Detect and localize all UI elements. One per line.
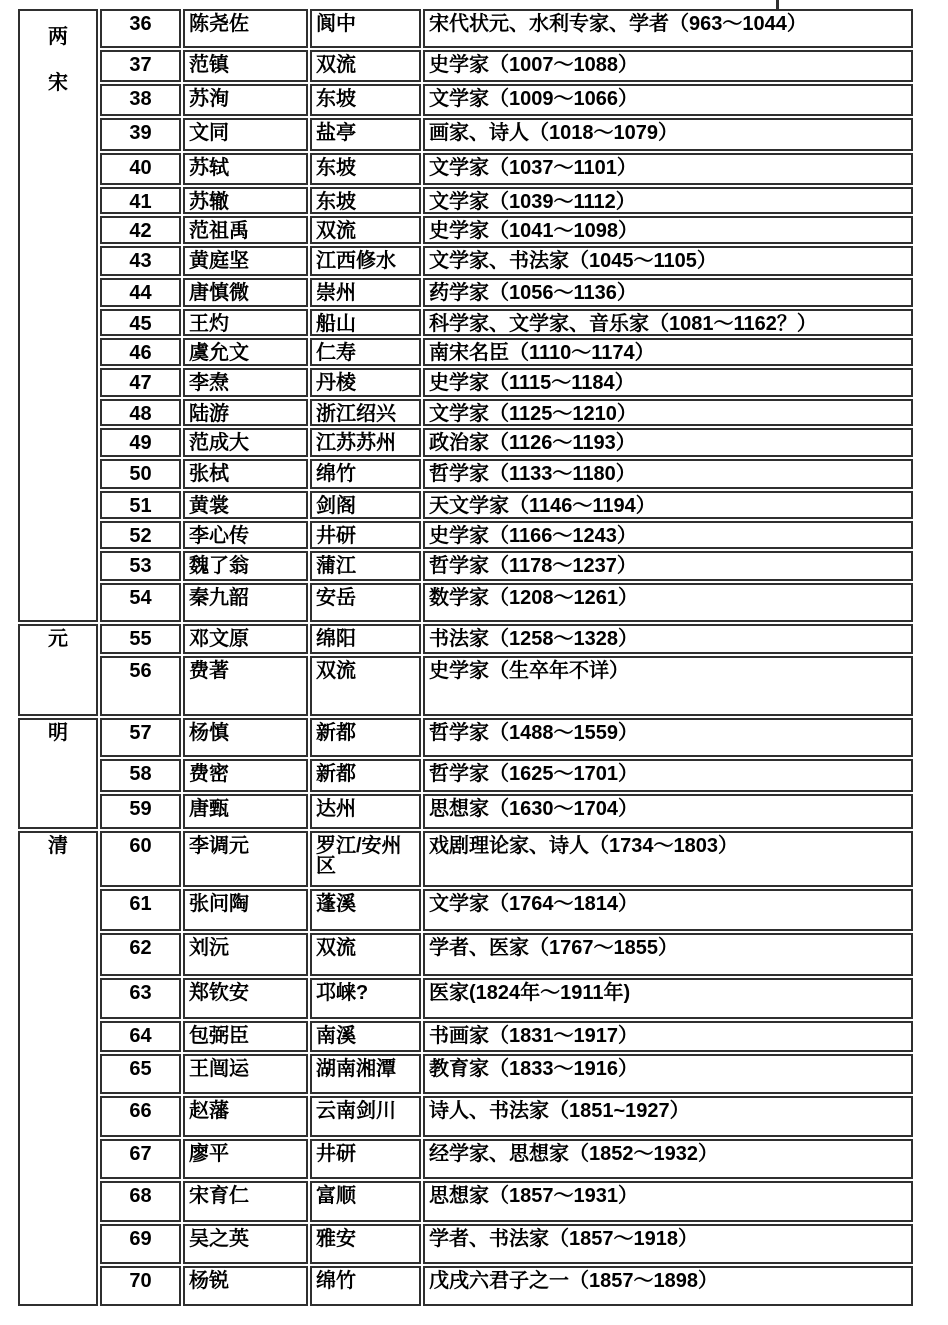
description-cell: 文学家（1037～1101） xyxy=(423,153,913,185)
table-row xyxy=(18,583,913,622)
person-name-cell: 李心传 xyxy=(183,521,308,549)
description-cell: 哲学家（1488～1559） xyxy=(423,718,913,757)
person-name-cell: 范镇 xyxy=(183,50,308,82)
row-number-cell: 61 xyxy=(100,889,181,931)
place-cell: 蒲江 xyxy=(310,551,421,581)
place-cell: 东坡 xyxy=(310,187,421,214)
place-cell: 丹棱 xyxy=(310,368,421,397)
description-cell: 书画家（1831～1917） xyxy=(423,1021,913,1052)
place-cell: 船山 xyxy=(310,309,421,336)
dynasty-label: 元 xyxy=(48,628,68,650)
description-cell: 文学家（1764～1814） xyxy=(423,889,913,931)
place-cell: 双流 xyxy=(310,50,421,82)
table-row xyxy=(18,831,913,887)
row-number-cell: 53 xyxy=(100,551,181,581)
row-number-cell: 47 xyxy=(100,368,181,397)
row-number-cell: 67 xyxy=(100,1139,181,1179)
row-number-cell: 41 xyxy=(100,187,181,214)
description-cell: 戊戌六君子之一（1857～1898） xyxy=(423,1266,913,1306)
table-row xyxy=(18,1224,913,1264)
person-name-cell: 唐甄 xyxy=(183,794,308,829)
description-cell: 诗人、书法家（1851~1927） xyxy=(423,1096,913,1137)
row-number-cell: 60 xyxy=(100,831,181,887)
person-name-cell: 张问陶 xyxy=(183,889,308,931)
person-name-cell: 苏辙 xyxy=(183,187,308,214)
place-cell: 达州 xyxy=(310,794,421,829)
description-cell: 文学家（1039～1112） xyxy=(423,187,913,214)
description-cell: 戏剧理论家、诗人（1734～1803） xyxy=(423,831,913,887)
table-row xyxy=(18,278,913,307)
place-cell: 罗江/安州区 xyxy=(310,831,421,887)
description-cell: 史学家（1115～1184） xyxy=(423,368,913,397)
place-cell: 新都 xyxy=(310,718,421,757)
description-cell: 哲学家（1625～1701） xyxy=(423,759,913,792)
row-number-cell: 43 xyxy=(100,246,181,276)
place-cell: 富顺 xyxy=(310,1181,421,1222)
table-row xyxy=(18,246,913,276)
table-row xyxy=(18,1181,913,1222)
description-cell: 学者、书法家（1857～1918） xyxy=(423,1224,913,1264)
person-name-cell: 王闿运 xyxy=(183,1054,308,1094)
person-name-cell: 唐慎微 xyxy=(183,278,308,307)
person-name-cell: 黄庭坚 xyxy=(183,246,308,276)
row-number-cell: 52 xyxy=(100,521,181,549)
table-row xyxy=(18,1021,913,1052)
description-cell: 数学家（1208～1261） xyxy=(423,583,913,622)
table-row xyxy=(18,889,913,931)
person-name-cell: 宋育仁 xyxy=(183,1181,308,1222)
person-name-cell: 张栻 xyxy=(183,459,308,489)
person-name-cell: 邓文原 xyxy=(183,624,308,654)
person-name-cell: 文同 xyxy=(183,118,308,151)
person-name-cell: 王灼 xyxy=(183,309,308,336)
description-cell: 思想家（1857～1931） xyxy=(423,1181,913,1222)
description-cell: 医家(1824年～1911年) xyxy=(423,978,913,1019)
table-row xyxy=(18,1266,913,1306)
row-number-cell: 49 xyxy=(100,428,181,457)
description-cell: 天文学家（1146～1194） xyxy=(423,491,913,519)
place-cell: 剑阁 xyxy=(310,491,421,519)
description-cell: 文学家（1125～1210） xyxy=(423,399,913,426)
place-cell: 湖南湘潭 xyxy=(310,1054,421,1094)
person-name-cell: 费密 xyxy=(183,759,308,792)
place-cell: 绵竹 xyxy=(310,1266,421,1306)
table-row xyxy=(18,1096,913,1137)
row-number-cell: 48 xyxy=(100,399,181,426)
place-cell: 盐亭 xyxy=(310,118,421,151)
table-row xyxy=(18,118,913,151)
dynasty-label: 宋 xyxy=(48,72,68,94)
row-number-cell: 40 xyxy=(100,153,181,185)
row-number-cell: 62 xyxy=(100,933,181,976)
place-cell: 云南剑川 xyxy=(310,1096,421,1137)
place-cell: 井研 xyxy=(310,521,421,549)
row-number-cell: 37 xyxy=(100,50,181,82)
description-cell: 药学家（1056～1136） xyxy=(423,278,913,307)
place-cell: 江苏苏州 xyxy=(310,428,421,457)
row-number-cell: 44 xyxy=(100,278,181,307)
description-cell: 学者、医家（1767～1855） xyxy=(423,933,913,976)
person-name-cell: 杨锐 xyxy=(183,1266,308,1306)
table-row xyxy=(18,759,913,792)
row-number-cell: 65 xyxy=(100,1054,181,1094)
description-cell: 书法家（1258～1328） xyxy=(423,624,913,654)
table-row xyxy=(18,187,913,214)
row-number-cell: 68 xyxy=(100,1181,181,1222)
person-name-cell: 魏了翁 xyxy=(183,551,308,581)
row-number-cell: 45 xyxy=(100,309,181,336)
place-cell: 浙江绍兴 xyxy=(310,399,421,426)
row-number-cell: 56 xyxy=(100,656,181,716)
row-number-cell: 59 xyxy=(100,794,181,829)
table-row xyxy=(18,50,913,82)
row-number-cell: 66 xyxy=(100,1096,181,1137)
description-cell: 南宋名臣（1110～1174） xyxy=(423,338,913,366)
row-number-cell: 63 xyxy=(100,978,181,1019)
person-name-cell: 李调元 xyxy=(183,831,308,887)
row-number-cell: 46 xyxy=(100,338,181,366)
description-cell: 史学家（1041～1098） xyxy=(423,216,913,244)
place-cell: 阆中 xyxy=(310,9,421,48)
table-row xyxy=(18,1054,913,1094)
table-row xyxy=(18,368,913,397)
table-row xyxy=(18,933,913,976)
place-cell: 绵阳 xyxy=(310,624,421,654)
dynasty-cell xyxy=(18,9,98,622)
row-number-cell: 64 xyxy=(100,1021,181,1052)
dynasty-cell xyxy=(18,624,98,716)
person-name-cell: 范成大 xyxy=(183,428,308,457)
person-name-cell: 吴之英 xyxy=(183,1224,308,1264)
table-row xyxy=(18,399,913,426)
description-cell: 教育家（1833～1916） xyxy=(423,1054,913,1094)
place-cell: 江西修水 xyxy=(310,246,421,276)
row-number-cell: 58 xyxy=(100,759,181,792)
description-cell: 画家、诗人（1018～1079） xyxy=(423,118,913,151)
person-name-cell: 苏洵 xyxy=(183,84,308,116)
person-name-cell: 廖平 xyxy=(183,1139,308,1179)
description-cell: 哲学家（1133～1180） xyxy=(423,459,913,489)
description-cell: 史学家（1166～1243） xyxy=(423,521,913,549)
table-row xyxy=(18,491,913,519)
place-cell: 邛崃? xyxy=(310,978,421,1019)
table-row xyxy=(18,309,913,336)
historical-figures-table xyxy=(16,7,915,1308)
table-row xyxy=(18,718,913,757)
place-cell: 崇州 xyxy=(310,278,421,307)
person-name-cell: 范祖禹 xyxy=(183,216,308,244)
table-row xyxy=(18,338,913,366)
table-row xyxy=(18,216,913,244)
row-number-cell: 69 xyxy=(100,1224,181,1264)
person-name-cell: 赵藩 xyxy=(183,1096,308,1137)
place-cell: 井研 xyxy=(310,1139,421,1179)
row-number-cell: 38 xyxy=(100,84,181,116)
table-row xyxy=(18,153,913,185)
person-name-cell: 李焘 xyxy=(183,368,308,397)
place-cell: 双流 xyxy=(310,216,421,244)
description-cell: 政治家（1126～1193） xyxy=(423,428,913,457)
place-cell: 仁寿 xyxy=(310,338,421,366)
place-cell: 东坡 xyxy=(310,153,421,185)
table-row xyxy=(18,624,913,654)
table-row xyxy=(18,9,913,48)
dynasty-label: 两 xyxy=(48,26,68,48)
person-name-cell: 虞允文 xyxy=(183,338,308,366)
place-cell: 雅安 xyxy=(310,1224,421,1264)
row-number-cell: 42 xyxy=(100,216,181,244)
place-cell: 双流 xyxy=(310,656,421,716)
description-cell: 思想家（1630～1704） xyxy=(423,794,913,829)
table-row xyxy=(18,428,913,457)
place-cell: 双流 xyxy=(310,933,421,976)
description-cell: 哲学家（1178～1237） xyxy=(423,551,913,581)
row-number-cell: 50 xyxy=(100,459,181,489)
row-number-cell: 70 xyxy=(100,1266,181,1306)
dynasty-label: 明 xyxy=(48,722,68,744)
description-cell: 文学家、书法家（1045～1105） xyxy=(423,246,913,276)
person-name-cell: 苏轼 xyxy=(183,153,308,185)
table-row xyxy=(18,794,913,829)
description-cell: 经学家、思想家（1852～1932） xyxy=(423,1139,913,1179)
dynasty-label: 清 xyxy=(48,835,68,857)
person-name-cell: 秦九韶 xyxy=(183,583,308,622)
person-name-cell: 陆游 xyxy=(183,399,308,426)
person-name-cell: 刘沅 xyxy=(183,933,308,976)
table-row xyxy=(18,459,913,489)
row-number-cell: 57 xyxy=(100,718,181,757)
description-cell: 史学家（1007～1088） xyxy=(423,50,913,82)
dynasty-cell xyxy=(18,718,98,829)
person-name-cell: 包弼臣 xyxy=(183,1021,308,1052)
description-cell: 宋代状元、水利专家、学者（963～1044） xyxy=(423,9,913,48)
place-cell: 南溪 xyxy=(310,1021,421,1052)
row-number-cell: 55 xyxy=(100,624,181,654)
person-name-cell: 费著 xyxy=(183,656,308,716)
description-cell: 文学家（1009～1066） xyxy=(423,84,913,116)
table-row xyxy=(18,656,913,716)
table-row xyxy=(18,521,913,549)
person-name-cell: 陈尧佐 xyxy=(183,9,308,48)
place-cell: 安岳 xyxy=(310,583,421,622)
place-cell: 新都 xyxy=(310,759,421,792)
place-cell: 蓬溪 xyxy=(310,889,421,931)
place-cell: 绵竹 xyxy=(310,459,421,489)
description-cell: 史学家（生卒年不详） xyxy=(423,656,913,716)
row-number-cell: 39 xyxy=(100,118,181,151)
description-cell: 科学家、文学家、音乐家（1081～1162？） xyxy=(423,309,913,336)
row-number-cell: 36 xyxy=(100,9,181,48)
person-name-cell: 黄裳 xyxy=(183,491,308,519)
table-row xyxy=(18,978,913,1019)
dynasty-cell xyxy=(18,831,98,1306)
table-row xyxy=(18,551,913,581)
table-row xyxy=(18,1139,913,1179)
table-row xyxy=(18,84,913,116)
row-number-cell: 54 xyxy=(100,583,181,622)
row-number-cell: 51 xyxy=(100,491,181,519)
place-cell: 东坡 xyxy=(310,84,421,116)
person-name-cell: 郑钦安 xyxy=(183,978,308,1019)
person-name-cell: 杨慎 xyxy=(183,718,308,757)
